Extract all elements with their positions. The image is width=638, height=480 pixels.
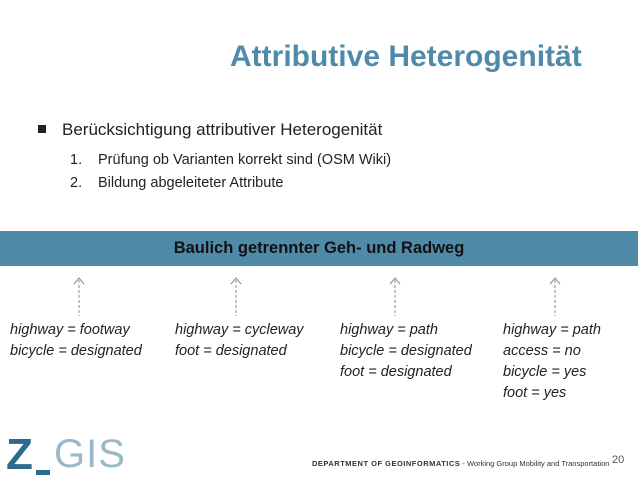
footer	[312, 459, 609, 468]
step-number: 1.	[70, 152, 83, 168]
tag-line: highway = cycleway	[175, 322, 304, 338]
dashed-arrow-icon	[73, 276, 85, 316]
tag-line: bicycle = designated	[340, 343, 472, 359]
bullet-square-icon	[38, 125, 46, 133]
banner	[0, 231, 638, 266]
footer-department: DEPARTMENT OF GEOINFORMATICS	[312, 459, 461, 468]
main-bullet-text: Berücksichtigung attributiver Heterogenität	[62, 120, 383, 139]
step-text: Bildung abgeleiteter Attribute	[98, 175, 284, 191]
tag-line: foot = designated	[340, 364, 452, 380]
tag-line: access = no	[503, 343, 581, 359]
tag-line: highway = path	[340, 322, 438, 338]
tag-group-path-designated	[340, 320, 472, 383]
zgis-logo	[6, 430, 126, 478]
banner-text: Baulich getrennter Geh- und Radweg	[173, 239, 465, 257]
main-bullet	[38, 120, 382, 140]
tag-group-footway	[10, 320, 142, 362]
tag-group-path-access	[503, 320, 601, 404]
tag-group-cycleway	[175, 320, 304, 362]
tag-line: highway = footway	[10, 322, 130, 338]
page-number: 20	[612, 454, 625, 466]
step-2	[70, 175, 283, 191]
slide-title: Attributive Heterogenität	[230, 40, 582, 73]
logo-underscore	[36, 470, 50, 475]
tag-line: bicycle = designated	[10, 343, 142, 359]
tag-line: foot = yes	[503, 385, 567, 401]
logo-gis: GIS	[54, 432, 126, 476]
tag-line: bicycle = yes	[503, 364, 587, 380]
step-number: 2.	[70, 175, 83, 191]
dashed-arrow-icon	[549, 276, 561, 316]
dashed-arrow-icon	[389, 276, 401, 316]
dashed-arrow-icon	[230, 276, 242, 316]
step-1	[70, 152, 391, 168]
tag-line: highway = path	[503, 322, 601, 338]
footer-group: - Working Group Mobility and Transportation	[460, 459, 610, 468]
tag-line: foot = designated	[175, 343, 287, 359]
step-text: Prüfung ob Varianten korrekt sind (OSM Wiki)	[98, 152, 392, 168]
logo-z: Z	[6, 430, 33, 479]
